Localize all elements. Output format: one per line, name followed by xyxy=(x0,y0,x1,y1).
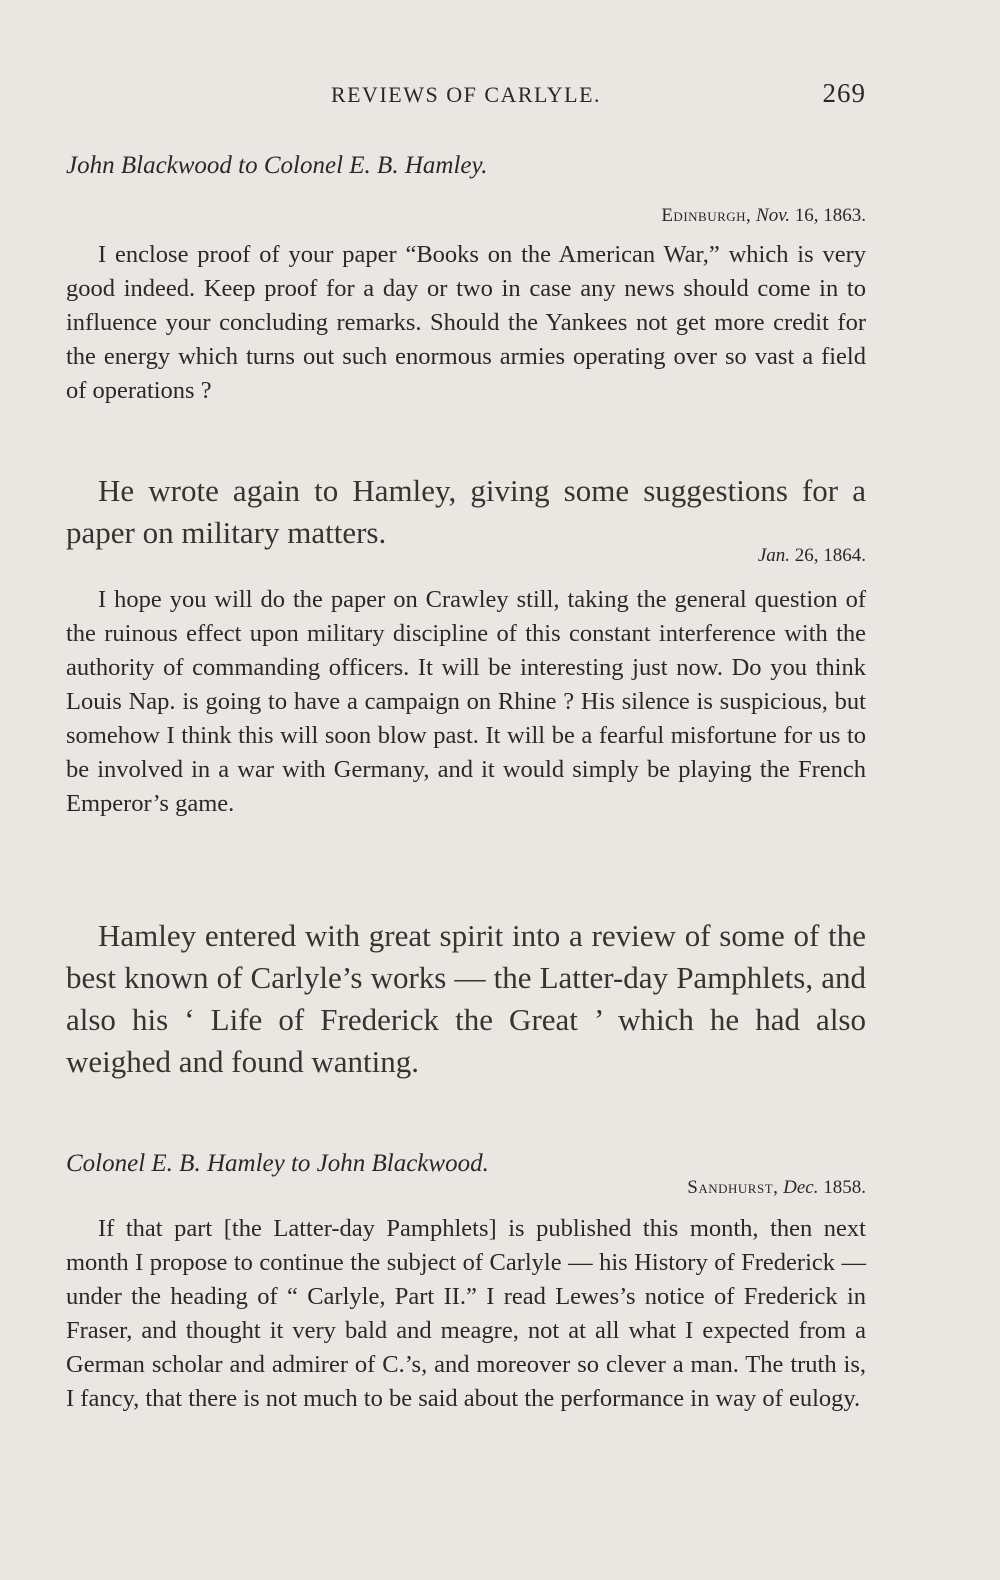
dateline-date: 1858. xyxy=(823,1177,866,1198)
letter-heading-hamley-to-blackwood: Colonel E. B. Hamley to John Blackwood. xyxy=(66,1150,489,1177)
dateline-place: Sandhurst, xyxy=(687,1177,779,1198)
letter-body-1: I enclose proof of your paper “Books on the American War,” which is very good indeed. Keep proof for a day or two in case any news should come in to influence your concluding remarks. Should the Yankees not get more credit for the energy which turns out such enormous armies operating over so vast a field of operations ? xyxy=(66,241,866,404)
dateline-date: 26, 1864. xyxy=(794,545,866,566)
dateline-jan-1864 xyxy=(758,545,866,567)
running-title: REVIEWS OF CARLYLE. xyxy=(330,82,602,107)
page-number: 269 xyxy=(822,78,866,108)
dateline-date: 16, 1863. xyxy=(794,205,866,226)
dateline-month: Nov. xyxy=(756,205,790,226)
dateline-sandhurst xyxy=(687,1177,866,1199)
running-head xyxy=(66,78,866,112)
narrative-paragraph-1: He wrote again to Hamley, giving some suggestions for a paper on military matters. xyxy=(66,473,866,550)
dateline-edinburgh xyxy=(661,205,866,227)
letter-body-2: I hope you will do the paper on Crawley still, taking the general question of the ruinous effect upon military discipline of this constant interference with the authority of commanding officers. It will be interesting just now. Do you think Louis Nap. is going to have a campaign on Rhine ? His silence is suspicious, but somehow I think this will soon blow past. It will be a fearful misfortune for us to be involved in a war with Germany, and it would simply be playing the French Emperor’s game. xyxy=(66,586,866,817)
dateline-month: Dec. xyxy=(783,1177,819,1198)
letter-body-3: If that part [the Latter-day Pamphlets] is published this month, then next month I propose to continue the subject of Carlyle — his History of Frederick — under the heading of “ Carlyle, Part II.” I read Lewes’s notice of Frederick in Fraser, and thought it very bald and meagre, not at all what I expected from a German scholar and admirer of C.’s, and moreover so clever a man. The truth is, I fancy, that there is not much to be said about the performance in way of eulogy. xyxy=(66,1215,866,1412)
dateline-place: Edinburgh, xyxy=(661,205,752,226)
narrative-paragraph-2: Hamley entered with great spirit into a review of some of the best known of Carlyle’s works — the Latter-day Pamphlets, and also his ‘ Life of Frederick the Great ’ which he had also weighed and found wanting. xyxy=(66,918,866,1079)
letter-heading-blackwood-to-hamley: John Blackwood to Colonel E. B. Hamley. xyxy=(66,152,488,179)
dateline-month: Jan. xyxy=(757,545,790,566)
